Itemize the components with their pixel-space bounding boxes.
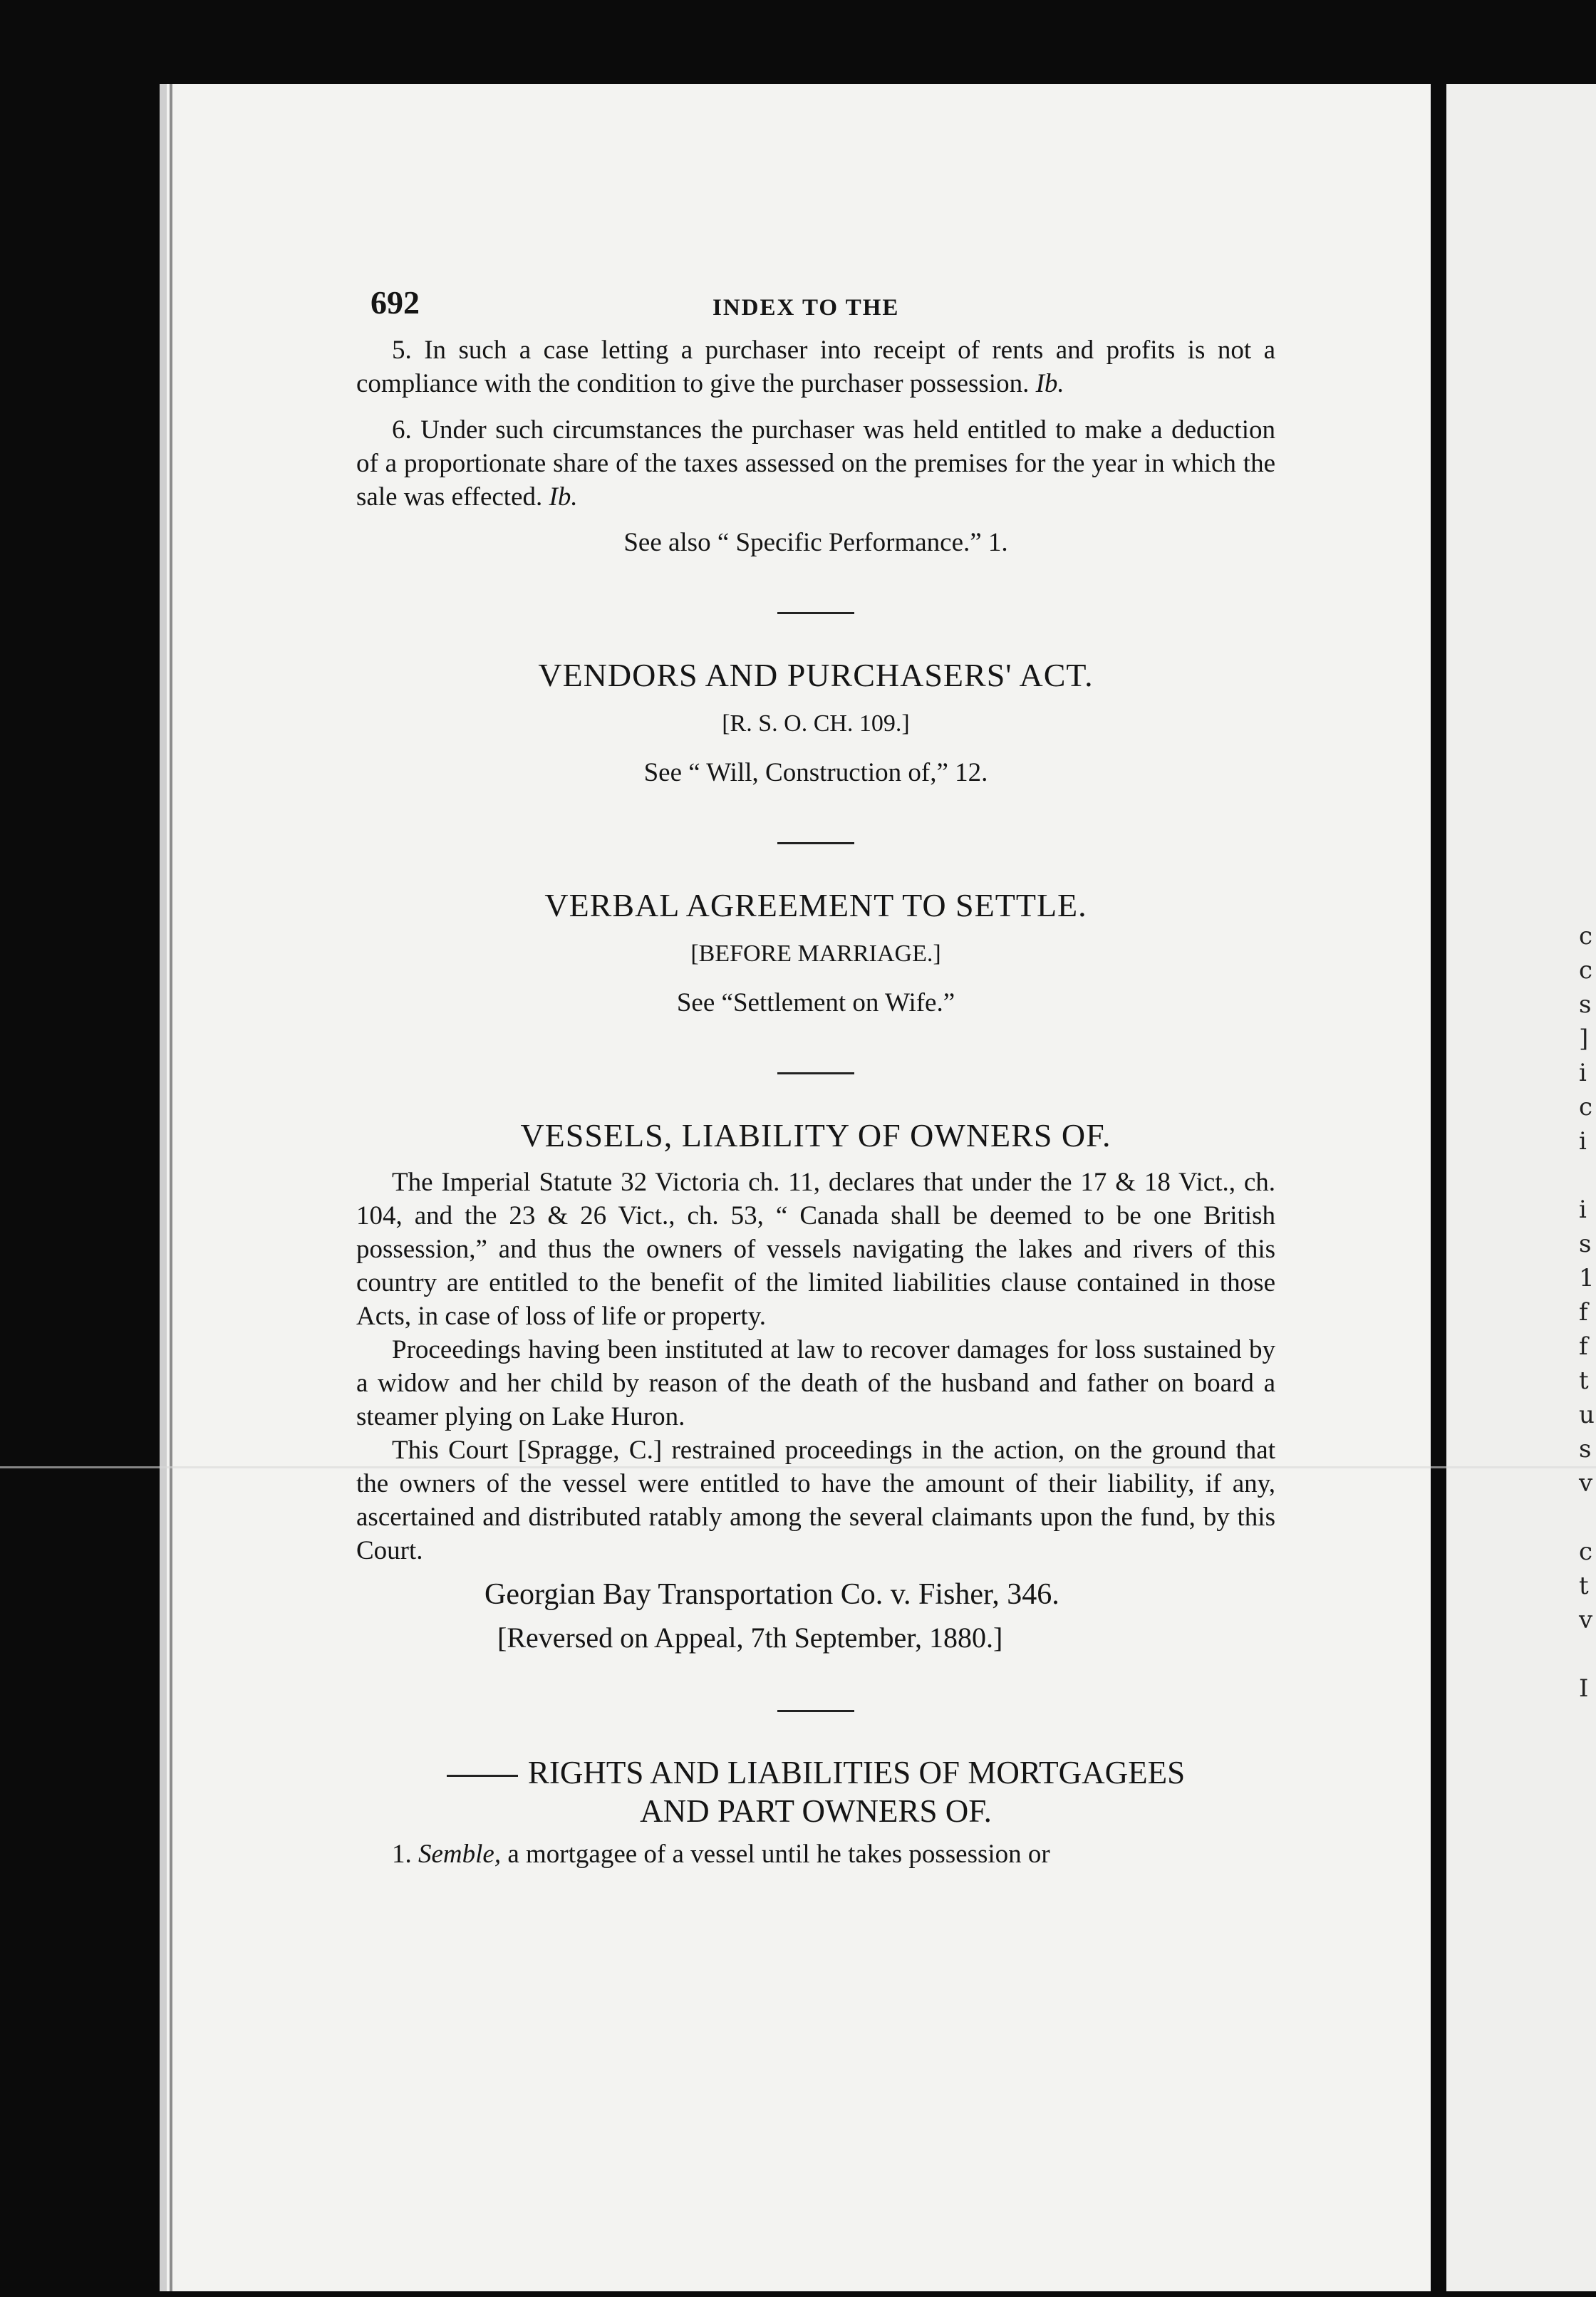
case-citation: Georgian Bay Transportation Co. v. Fisher, 346.: [484, 1578, 1059, 1611]
before-marriage-note: [BEFORE MARRIAGE.]: [690, 940, 941, 967]
right-page-fragment: c: [1579, 956, 1593, 985]
rights-paragraph-1: [356, 1837, 1275, 1871]
right-page-fragment: 1: [1579, 1264, 1595, 1292]
page-binding-edge: [170, 84, 172, 2291]
subsection-title-line1: RIGHTS AND LIABILITIES OF MORTGAGEES: [527, 1755, 1186, 1790]
reversed-on-appeal-note: [Reversed on Appeal, 7th September, 1880.]: [497, 1622, 1003, 1654]
right-page-fragment: t: [1579, 1367, 1589, 1395]
right-page-fragment: v: [1579, 1606, 1593, 1634]
right-page-fragment: c: [1579, 1093, 1593, 1121]
right-page-fragment: i: [1579, 1059, 1587, 1087]
right-page-fragment: s: [1579, 1230, 1592, 1258]
section-divider: [777, 842, 854, 844]
right-page-edge: [1446, 84, 1596, 2291]
section-divider: [777, 612, 854, 614]
right-page-fragment: [1579, 1158, 1596, 1193]
right-page-fragment: f: [1579, 1332, 1588, 1361]
right-page-fragment: c: [1579, 1538, 1593, 1566]
semble-italic: Semble,: [418, 1840, 502, 1869]
ibidem-marker: Ib.: [549, 482, 578, 512]
subsection-title-line2: AND PART OWNERS OF.: [640, 1793, 992, 1829]
right-page-fragment: t: [1579, 1572, 1589, 1600]
em-dash-rule: [447, 1775, 518, 1777]
section-divider: [777, 1072, 854, 1074]
right-page-fragment: c: [1579, 922, 1593, 950]
section-title-verbal-agreement: VERBAL AGREEMENT TO SETTLE.: [544, 887, 1087, 923]
right-page-fragment: i: [1579, 1196, 1587, 1224]
right-page-fragment: s: [1579, 1435, 1592, 1463]
right-page-fragment: I: [1579, 1674, 1589, 1703]
right-page-fragment: [1579, 1500, 1596, 1535]
paragraph-text: a mortgagee of a vessel until he takes possession or: [507, 1840, 1050, 1869]
see-settlement-on-wife: See “Settlement on Wife.”: [676, 988, 955, 1017]
right-page-fragment: i: [1579, 1127, 1587, 1156]
statute-reference: [R. S. O. CH. 109.]: [722, 710, 910, 737]
subsection-title-rights: [356, 1753, 1275, 1830]
paragraph-6: 6. Under such circumstances the purchaser was held entitled to make a deduction of a proportionate share of the taxes assessed on the premises for the year in which the sale was effected. Ib.: [356, 415, 1275, 512]
right-page-fragment: [1579, 1637, 1596, 1671]
right-page-fragment: ]: [1579, 1025, 1589, 1053]
right-page-text-fragments: [1579, 919, 1596, 1706]
vessels-paragraph-court: This Court [Spragge, C.] restrained proceedings in the action, on the ground that the owners of the vessel were entitled to have the amount of their liability, if any, ascertained and distributed ratably among the several claimants upon the fund, by this Court.: [356, 1436, 1275, 1565]
right-page-fragment: f: [1579, 1298, 1588, 1327]
vessels-paragraph-statute: The Imperial Statute 32 Victoria ch. 11, declares that under the 17 & 18 Vict., ch. 104, and the 23 & 26 Vict., ch. 53, “ Canada shall be deemed to be one British possession,” and thus the owners of vessels navigating the lakes and rivers of this country are entitled to the benefit of the limited liabilities clause contained in those Acts, in case of loss of life or property.: [356, 1168, 1275, 1331]
vessels-paragraph-proceedings: Proceedings having been instituted at law to recover damages for loss sustained by a widow and her child by reason of the death of the husband and father on board a steamer plying on Lake Huron.: [356, 1335, 1275, 1431]
page-header: [356, 284, 1275, 333]
paragraph-number: 1.: [392, 1840, 412, 1869]
right-page-fragment: s: [1579, 990, 1592, 1019]
see-also-specific-performance: See also “ Specific Performance.” 1.: [623, 528, 1008, 557]
right-page-fragment: v: [1579, 1469, 1593, 1498]
ibidem-marker: Ib.: [1035, 369, 1064, 398]
page-number: 692: [370, 284, 420, 321]
section-divider: [777, 1710, 854, 1712]
right-page-fragment: u: [1579, 1401, 1595, 1429]
see-will-construction: See “ Will, Construction of,” 12.: [643, 758, 988, 787]
page-content: [356, 284, 1275, 1871]
paragraph-5: 5. In such a case letting a purchaser into receipt of rents and profits is not a compliance with the condition to give the purchaser possession. Ib.: [356, 336, 1275, 398]
section-title-vendors: VENDORS AND PURCHASERS' ACT.: [538, 657, 1094, 693]
running-head: INDEX TO THE: [712, 295, 900, 321]
section-title-vessels: VESSELS, LIABILITY OF OWNERS OF.: [520, 1117, 1112, 1153]
